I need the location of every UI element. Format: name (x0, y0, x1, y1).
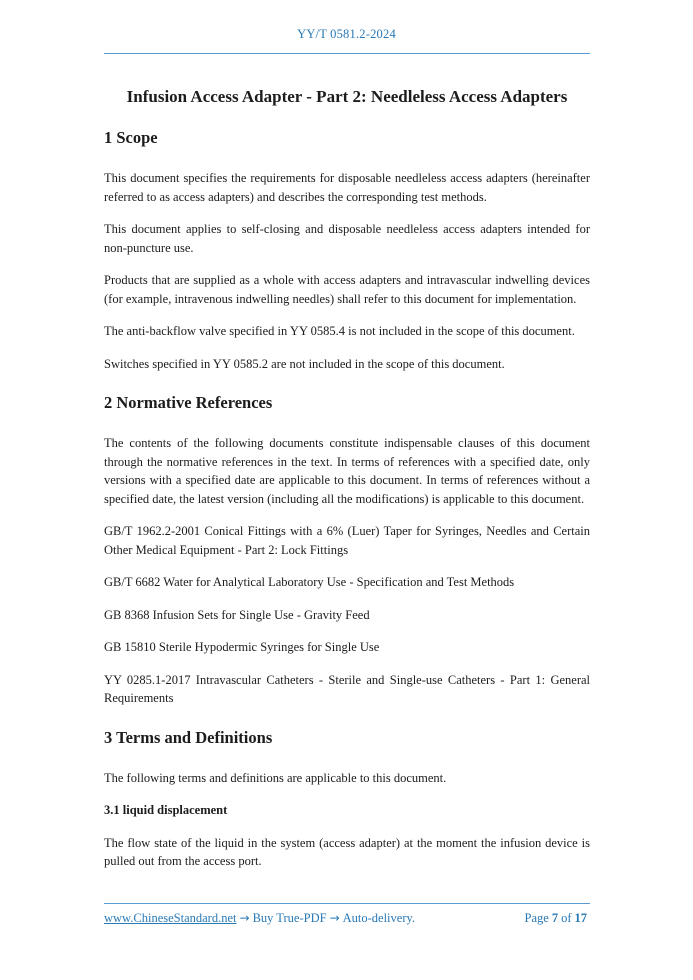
arrow-icon: → (329, 911, 340, 925)
arrow-icon: → (239, 911, 250, 925)
reference-entry: GB/T 1962.2-2001 Conical Fittings with a 6% (Luer) Taper for Syringes, Needles and Certain Other Medical Equipment - Part 2: Lock Fittings (104, 524, 590, 557)
reference-entry: YY 0285.1-2017 Intravascular Catheters - Sterile and Single-use Catheters - Part 1: General Requirements (104, 672, 590, 705)
paragraph: This document specifies the requirements for disposable needleless access adapters (hereinafter referred to as access adapters) and describes the corresponding test methods. (104, 171, 590, 204)
reference-entry: GB/T 6682 Water for Analytical Laboratory Use - Specification and Test Methods (104, 575, 515, 589)
page-number: 7 (551, 911, 559, 925)
paragraph: The anti-backflow valve specified in YY 0585.4 is not included in the scope of this document. (104, 324, 575, 338)
footer-rule (104, 903, 590, 904)
total-pages: 17 (574, 911, 587, 925)
buy-truepdf-text: Buy True-PDF (252, 911, 327, 925)
paragraph: The contents of the following documents constitute indispensable clauses of this document through the normative references in the text. In terms of references with a specified date, only versions with a specified date are applicable to this document. In terms of references without a specified date, the latest version (including all the modifications) is applicable to this document. (104, 436, 590, 506)
document-title: Infusion Access Adapter - Part 2: Needleless Access Adapters (126, 87, 568, 106)
section-heading-normative-references: 2 Normative References (104, 393, 273, 412)
reference-entry: GB 8368 Infusion Sets for Single Use - Gravity Feed (104, 607, 370, 622)
paragraph: This document applies to self-closing and disposable needleless access adapters intended for non-puncture use. (104, 222, 590, 255)
paragraph: Switches specified in YY 0585.2 are not included in the scope of this document. (104, 356, 505, 371)
page-indicator (525, 911, 590, 926)
footer-site-link[interactable]: www.ChineseStandard.net (104, 911, 237, 925)
paragraph: The flow state of the liquid in the system (access adapter) at the moment the infusion device is pulled out from the access port. (104, 835, 590, 868)
page-header (0, 0, 693, 54)
header-rule (104, 53, 590, 54)
paragraph: Products that are supplied as a whole with access adapters and intravascular indwelling devices (for example, intravenous indwelling needles) shall refer to this document for implementation. (104, 273, 590, 306)
document-body (0, 85, 693, 871)
term-heading: 3.1 liquid displacement (104, 803, 228, 817)
footer-promo (104, 911, 415, 926)
paragraph: The following terms and definitions are applicable to this document. (104, 770, 447, 785)
of-label: of (561, 911, 572, 925)
standard-code: YY/T 0581.2-2024 (297, 27, 396, 41)
section-heading-scope: 1 Scope (104, 128, 158, 147)
reference-entry: GB 15810 Sterile Hypodermic Syringes for Single Use (104, 640, 380, 654)
section-heading-terms-definitions: 3 Terms and Definitions (104, 727, 273, 747)
auto-delivery-text: Auto-delivery. (342, 911, 416, 925)
page-label: Page (524, 911, 549, 925)
page-footer (104, 903, 590, 926)
